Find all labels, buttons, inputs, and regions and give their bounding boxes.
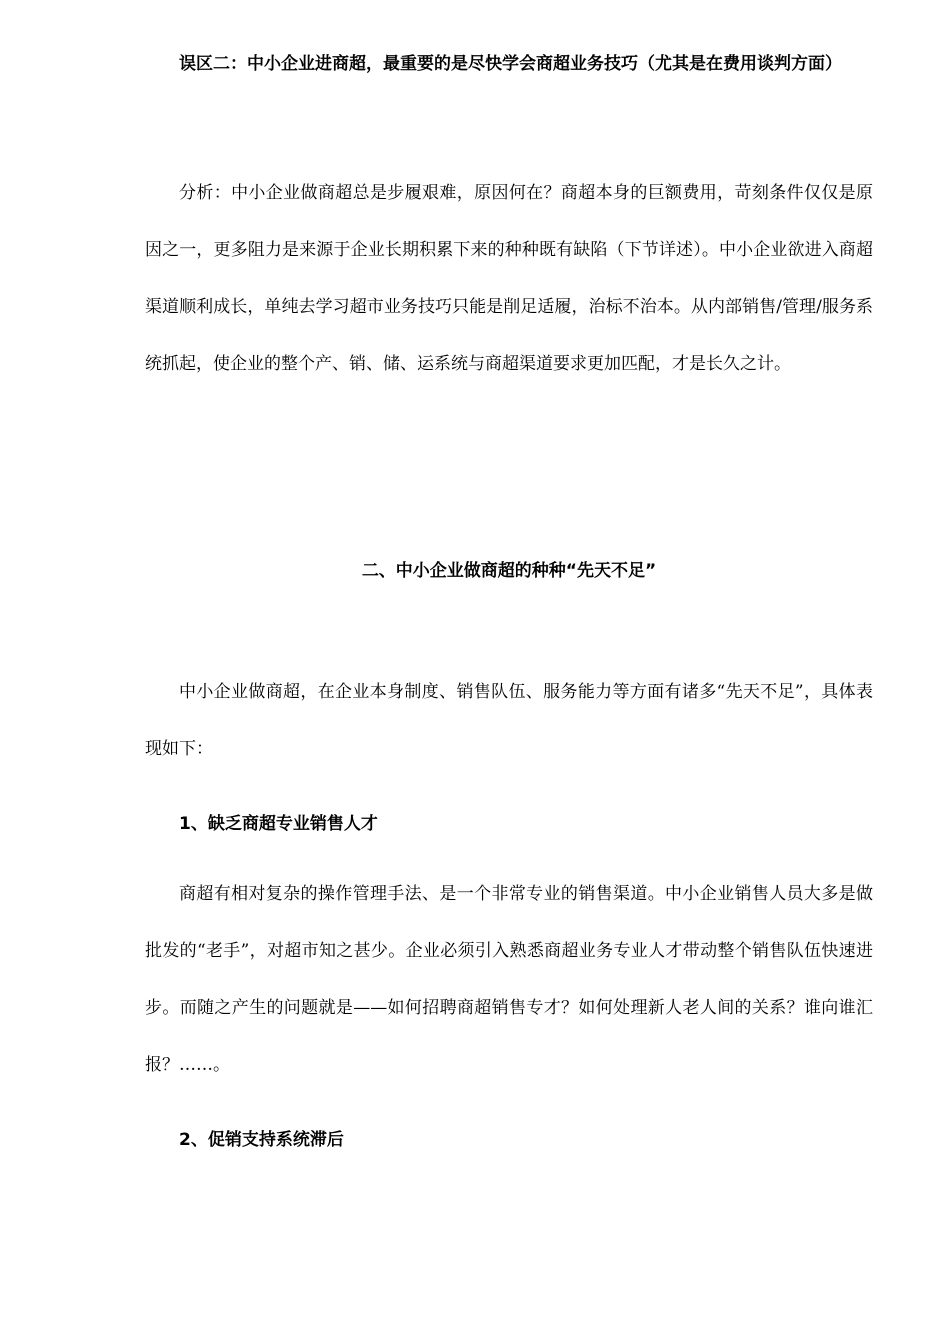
analysis-paragraph: 分析：中小企业做商超总是步履艰难，原因何在？商超本身的巨额费用，苛刻条件仅仅是原因之一，更多阻力是来源于企业长期积累下来的种种既有缺陷（下节详述）。中小企业欲进入商超渠道顺利成长，单纯去学习超市业务技巧只能是削足适履，治标不治本。从内部销售/管理/服务系统抓起，使企业的整个产、销、储、运系统与商超渠道要求更加匹配，才是长久之计。 xyxy=(145,183,874,374)
item-1-title: 1、缺乏商超专业销售人才 xyxy=(179,814,378,834)
item-2-title: 2、促销支持系统滞后 xyxy=(179,1130,344,1150)
misconception-heading: 误区二：中小企业进商超，最重要的是尽快学会商超业务技巧（尤其是在费用谈判方面） xyxy=(179,54,842,74)
item-1-body: 商超有相对复杂的操作管理手法、是一个非常专业的销售渠道。中小企业销售人员大多是做批发的“老手”，对超市知之甚少。企业必须引入熟悉商超业务专业人才带动整个销售队伍快速进步。而随之产生的问题就是——如何招聘商超销售专才？如何处理新人老人间的关系？谁向谁汇报？……。 xyxy=(145,884,873,1075)
section-intro-paragraph: 中小企业做商超，在企业本身制度、销售队伍、服务能力等方面有诸多“先天不足”，具体表现如下： xyxy=(145,682,873,759)
section-title: 二、中小企业做商超的种种“先天不足” xyxy=(361,561,657,581)
